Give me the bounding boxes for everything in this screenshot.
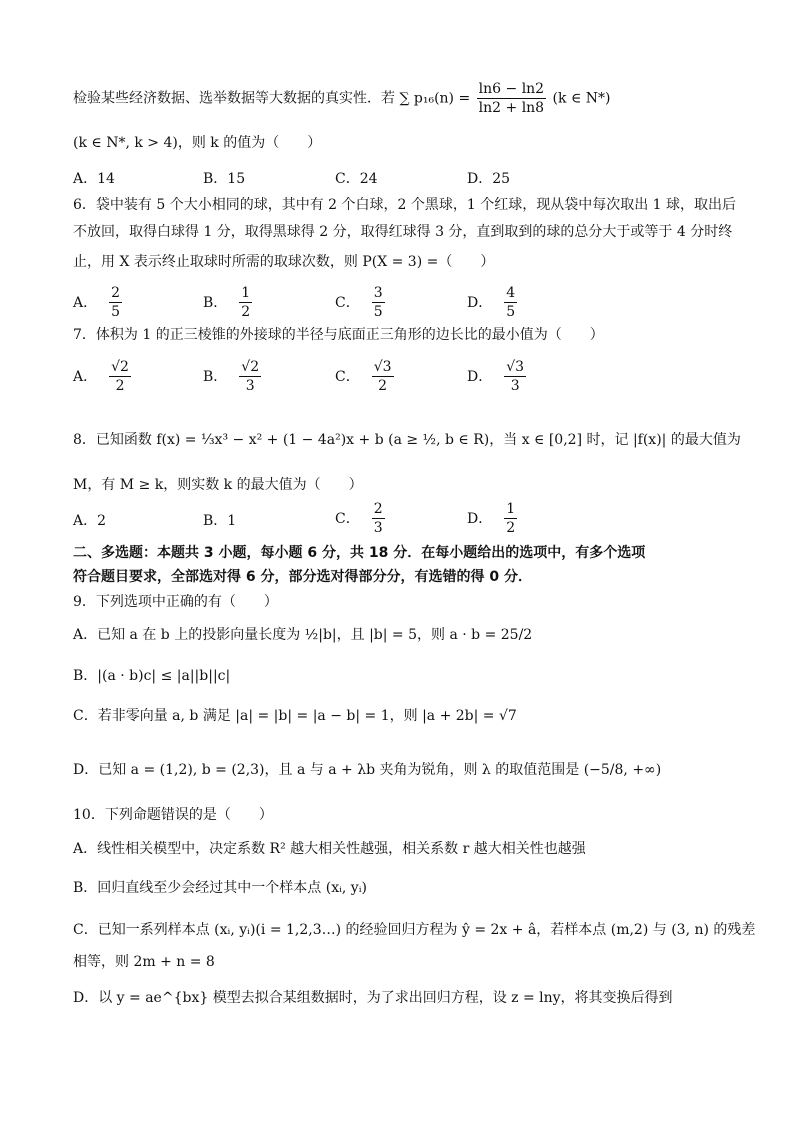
q7-option-a[interactable]: A． $\frac{√2}{2}$ — [73, 359, 129, 394]
q8-option-d[interactable]: D． $\frac{1}{2}$ — [467, 501, 516, 536]
q6-options — [73, 284, 733, 328]
q9-stem: 9．下列选项中正确的有（ ） — [73, 594, 278, 610]
q5-frac-den: ln2 + ln8 — [478, 100, 545, 116]
q6-option-c[interactable]: C． $\frac{3}{5}$ — [335, 285, 383, 320]
section2-heading-line1: 二、多选题：本题共 3 小题，每小题 6 分，共 18 分．在每小题给出的选项中，有多个选项 — [73, 545, 646, 561]
q9-option-a[interactable]: A．已知 a 在 b 上的投影向量长度为 ½|b|，且 |b| = 5，则 a · b = 25/2 — [73, 627, 533, 643]
q8-options — [73, 500, 733, 544]
q6-line3: 止，用 X 表示终止取球时所需的取球次数，则 P(X = 3) =（ ） — [73, 254, 495, 270]
q5-fraction — [477, 80, 546, 117]
q5-line1-text: 检验某些经济数据、选举数据等大数据的真实性．若 ∑ p₁₆(n) = — [73, 90, 475, 107]
q5-option-b[interactable]: B．15 — [203, 171, 246, 187]
q6-line2: 不放回，取得白球得 1 分，取得黑球得 2 分，取得红球得 3 分，直到取到的球的总分大于或等于 4 分时终 — [73, 224, 733, 240]
q8-line2: M，有 M ≥ k，则实数 k 的最大值为（ ） — [73, 477, 363, 493]
q7-option-d[interactable]: D． $\frac{√3}{3}$ — [467, 359, 525, 394]
q10-option-d[interactable]: D．以 y = ae^{bx} 模型去拟合某组数据时，为了求出回归方程，设 z = lny，将其变换后得到 — [73, 990, 673, 1006]
q10-option-b[interactable]: B．回归直线至少会经过其中一个样本点 (xᵢ, yᵢ) — [73, 880, 367, 896]
q10-stem: 10．下列命题错误的是（ ） — [73, 807, 273, 823]
q8-option-c[interactable]: C． $\frac{2}{3}$ — [335, 501, 383, 536]
q9-option-c[interactable]: C．若非零向量 a, b 满足 |a| = |b| = |a − b| = 1，则 |a + 2b| = √7 — [73, 708, 517, 724]
q5-stem-line1 — [73, 80, 610, 117]
q8-option-b[interactable]: B．1 — [203, 513, 237, 529]
q7-option-b[interactable]: B． $\frac{√2}{3}$ — [203, 359, 260, 394]
q7-option-c[interactable]: C． $\frac{√3}{2}$ — [335, 359, 392, 394]
q8-line1: 8．已知函数 f(x) = ⅓x³ − x² + (1 − 4a²)x + b (a ≥ ½, b ∈ R)，当 x ∈ [0,2] 时，记 |f(x)| 的最大值为 — [73, 432, 741, 448]
q10-option-c-line1[interactable]: C．已知一系列样本点 (xᵢ, yᵢ)(i = 1,2,3…) 的经验回归方程为 ŷ = 2x + â，若样本点 (m,2) 与 (3, n) 的残差 — [73, 922, 756, 938]
q10-option-a[interactable]: A．线性相关模型中，决定系数 R² 越大相关性越强，相关系数 r 越大相关性也越强 — [73, 841, 586, 857]
section2-heading-line2: 符合题目要求，全部选对得 6 分，部分选对得部分分，有选错的得 0 分． — [73, 569, 532, 585]
q5-line1-tail: (k ∈ N*) — [552, 90, 611, 107]
q6-option-d[interactable]: D． $\frac{4}{5}$ — [467, 285, 516, 320]
q9-option-b[interactable]: B．|(a · b)c| ≤ |a||b||c| — [73, 668, 231, 684]
q5-frac-num: ln6 − ln2 — [478, 81, 545, 97]
q5-options — [73, 168, 733, 190]
q6-line1: 6．袋中装有 5 个大小相同的球，其中有 2 个白球，2 个黑球，1 个红球，现从袋中每次取出 1 球，取出后 — [73, 197, 737, 213]
q9-option-d[interactable]: D．已知 a = (1,2), b = (2,3)，且 a 与 a + λb 夹角为锐角，则 λ 的取值范围是 (−5/8, +∞) — [73, 762, 662, 778]
q7-options — [73, 358, 733, 402]
q10-option-c-line2: 相等，则 2m + n = 8 — [73, 954, 215, 970]
q5-option-c[interactable]: C．24 — [335, 171, 378, 187]
q5-option-d[interactable]: D．25 — [467, 171, 511, 187]
q5-option-a[interactable]: A．14 — [73, 171, 115, 187]
q7-line1: 7．体积为 1 的正三棱锥的外接球的半径与底面正三角形的边长比的最小值为（ ） — [73, 327, 604, 343]
q5-stem-line2: (k ∈ N*, k > 4)，则 k 的值为（ ） — [73, 135, 322, 151]
q8-option-a[interactable]: A．2 — [73, 513, 107, 529]
q6-option-b[interactable]: B． $\frac{1}{2}$ — [203, 285, 251, 320]
q6-option-a[interactable]: A． $\frac{2}{5}$ — [73, 285, 121, 320]
